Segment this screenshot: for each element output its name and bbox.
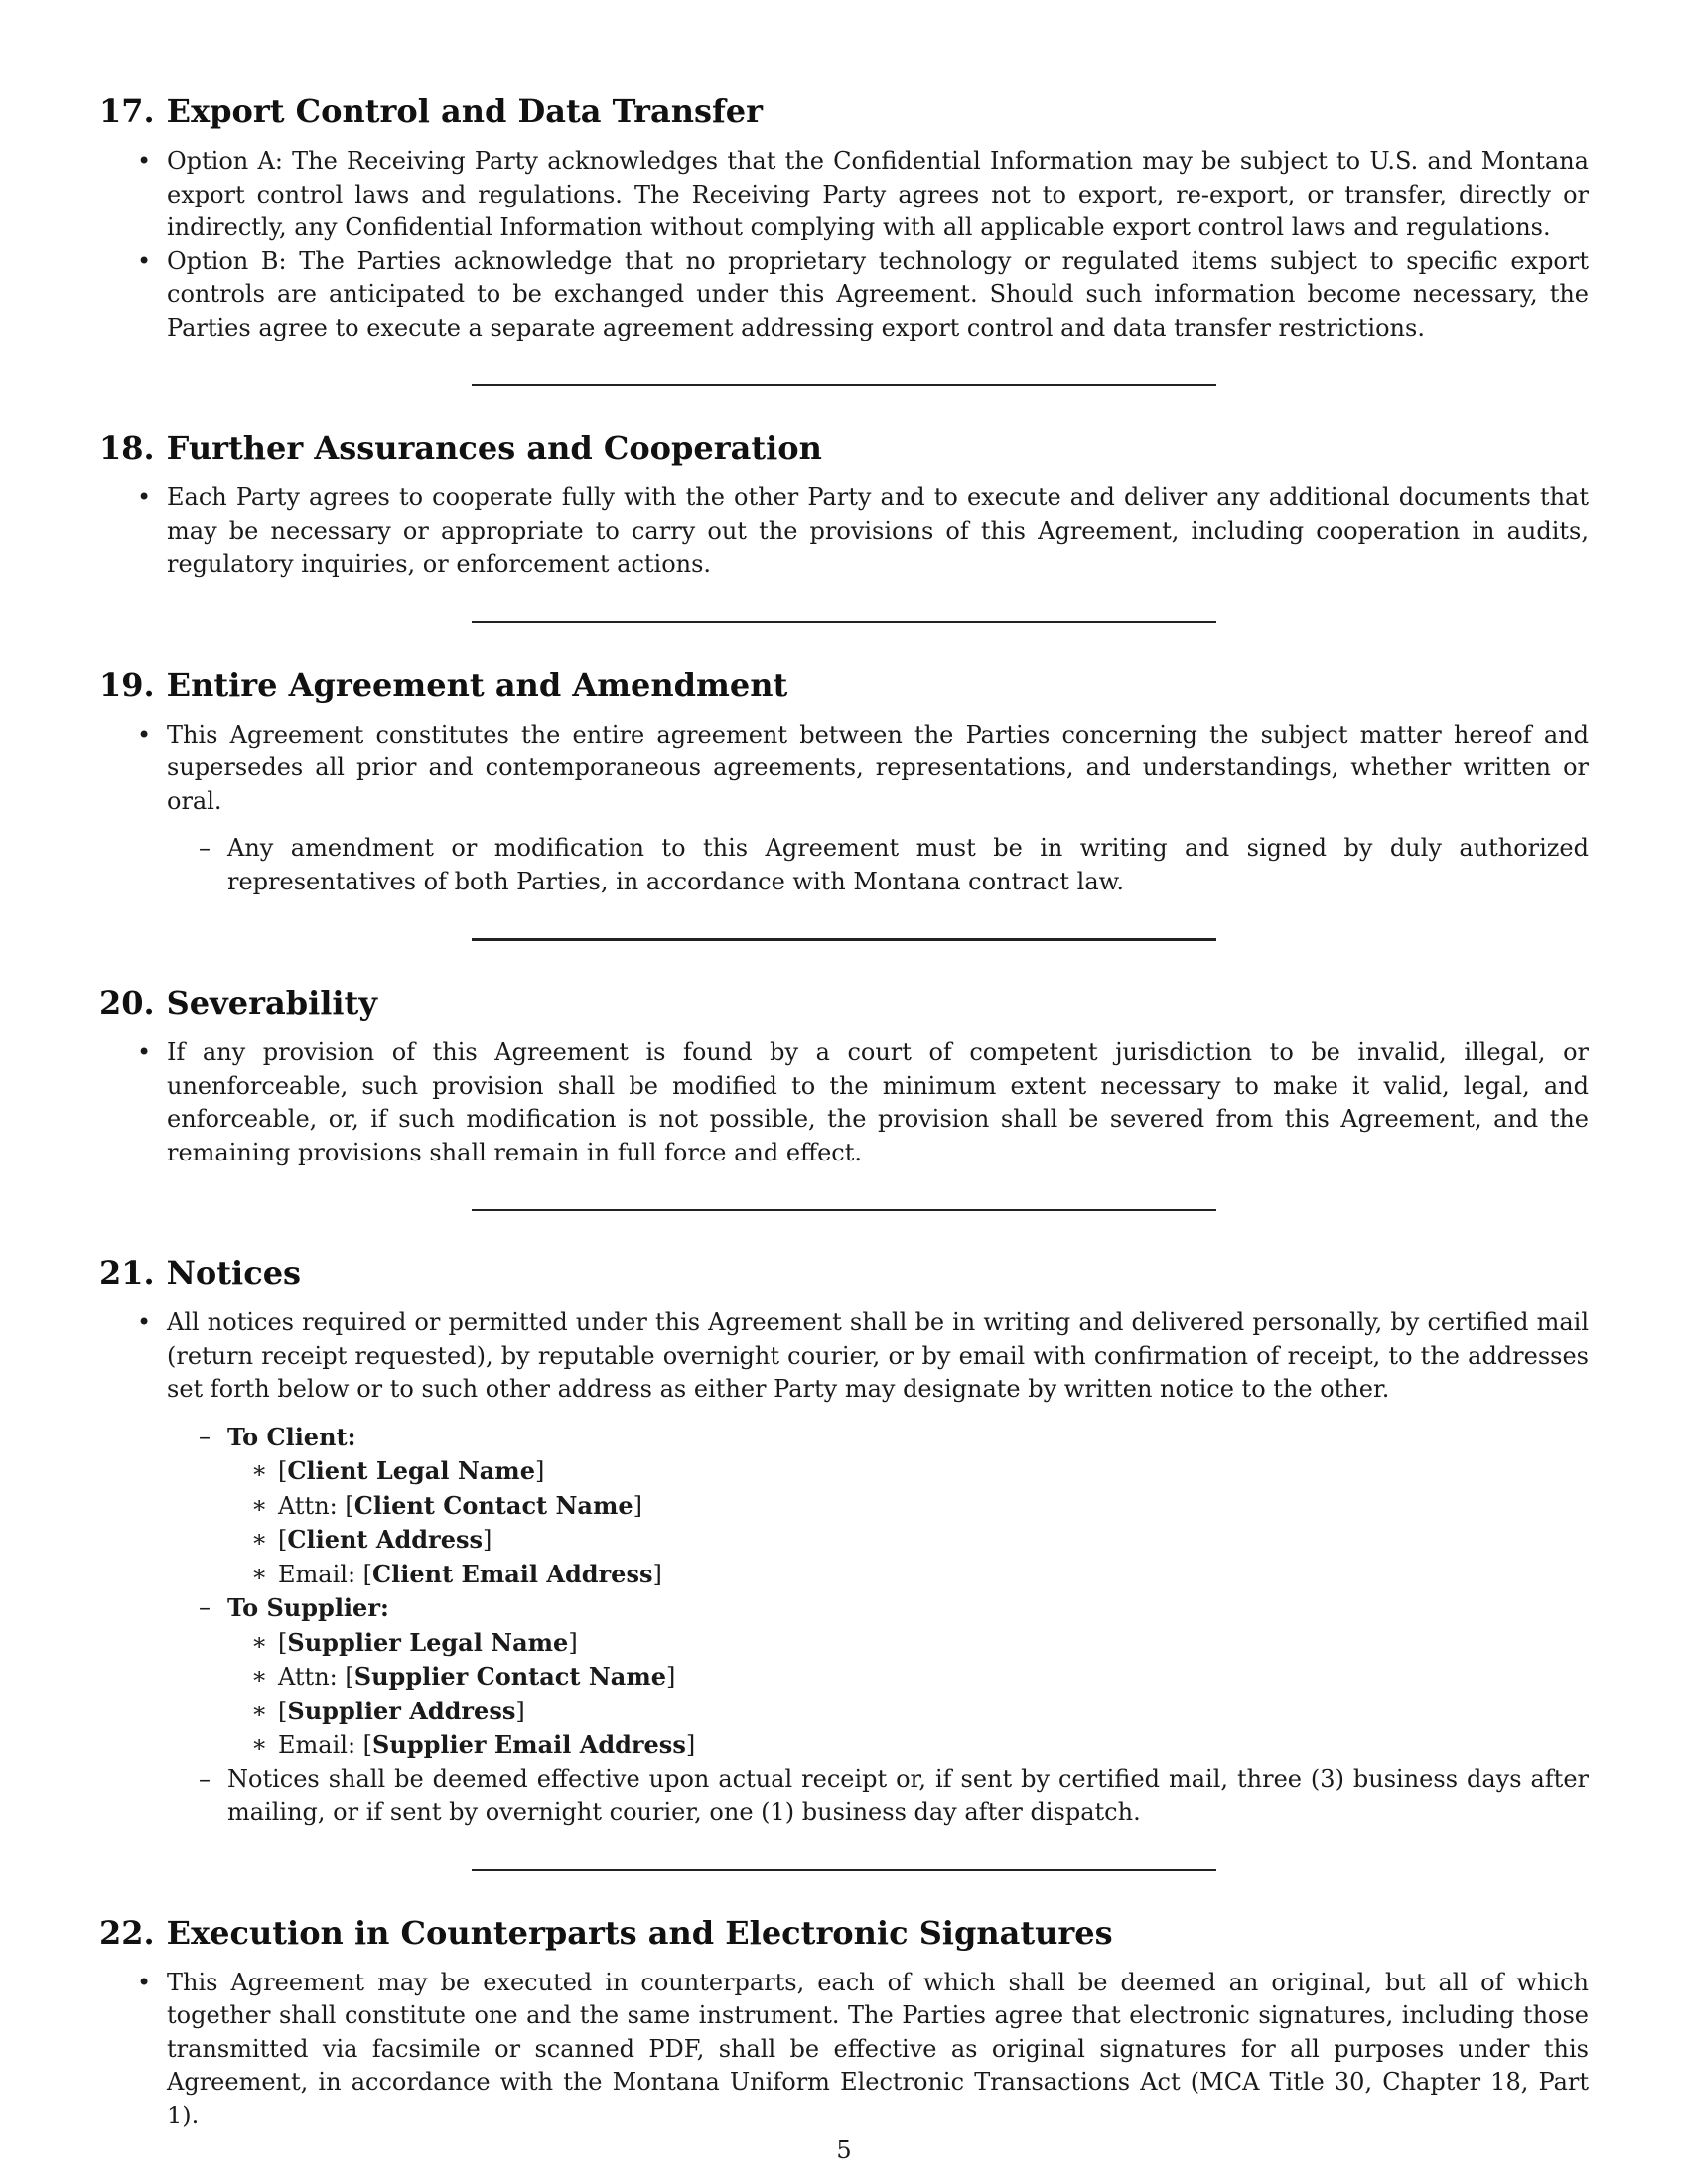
supplier-address: ∗ [Supplier Address] xyxy=(227,1695,1589,1729)
list-item: • Option A: The Receiving Party acknowledges that the Confidential Information may be subject to U.S. and Montana export control laws and regulations. The Receiving Party agrees not to export, re-export, or transfer, directly or indirectly, any Confidential Information without complying with all applicable export control laws and regulations. xyxy=(99,145,1589,245)
section-18-heading: 18. Further Assurances and Cooperation xyxy=(99,429,822,467)
list-item: • If any provision of this Agreement is found by a court of competent jurisdiction to be invalid, illegal, or unenforceable, such provision shall be modified to the minimum extent necessary to make it valid, legal, and enforceable, or, if such modification is not possible, the provision shall be severed from this Agreement, and the remaining provisions shall remain in full force and effect. xyxy=(99,1036,1589,1169)
notice-supplier xyxy=(167,1591,1589,1763)
section-divider xyxy=(472,938,1216,941)
section-21-list xyxy=(99,1306,1589,1830)
section-divider xyxy=(472,384,1216,386)
section-19-list xyxy=(99,719,1589,899)
sub-list-item: – Any amendment or modification to this Agreement must be in writing and signed by duly authorized representatives of both Parties, in accordance with Montana contract law. xyxy=(167,832,1589,898)
section-22-list xyxy=(99,1967,1589,2133)
section-21-heading: 21. Notices xyxy=(99,1254,302,1292)
section-22 xyxy=(99,1913,1589,2133)
list-item: • All notices required or permitted under this Agreement shall be in writing and delivered personally, by certified mail (return receipt requested), by reputable overnight courier, or by email with confirmation of receipt, to the addresses set forth below or to such other address as either Party may designate by written notice to the other. – To Client: ∗ [Client Legal Name] ∗ Attn: [Client Contact Name] ∗ [Client Address] ∗ Email: [Client Email Address] – To Supplier: ∗ [Supplier Legal Name] ∗ Attn: [Supplier Contact Name] ∗ [Supplier Address] ∗ Email: [Supplier Email Address] – Notices shall be deemed effective upon actual receipt or, if sent by certified mail, three (3) business days after mailing, or if sent by overnight courier, one (1) business day after dispatch. xyxy=(99,1306,1589,1830)
list-item: • Option B: The Parties acknowledge that no proprietary technology or regulated items subject to specific export controls are anticipated to be exchanged under this Agreement. Should such information become necessary, the Parties agree to execute a separate agreement addressing export control and data transfer restrictions. xyxy=(99,245,1589,345)
list-item: • This Agreement may be executed in counterparts, each of which shall be deemed an original, but all of which together shall constitute one and the same instrument. The Parties agree that electronic signatures, including those transmitted via facsimile or scanned PDF, shall be effective as original signatures for all purposes under this Agreement, in accordance with the Montana Uniform Electronic Transactions Act (MCA Title 30, Chapter 18, Part 1). xyxy=(99,1967,1589,2133)
client-heading: To Client: xyxy=(227,1422,356,1451)
section-18 xyxy=(99,428,1589,582)
section-20-list xyxy=(99,1036,1589,1169)
section-18-list xyxy=(99,481,1589,582)
client-attn: ∗ Attn: [Client Contact Name] xyxy=(227,1489,1589,1524)
section-17 xyxy=(99,91,1589,344)
notice-effective: – Notices shall be deemed effective upon actual receipt or, if sent by certified mail, three (3) business days after mailing, or if sent by overnight courier, one (1) business day after dispatch. xyxy=(167,1763,1589,1830)
section-19-heading: 19. Entire Agreement and Amendment xyxy=(99,665,788,704)
supplier-details xyxy=(227,1626,1589,1763)
supplier-email: ∗ Email: [Supplier Email Address] xyxy=(227,1728,1589,1763)
list-item: • This Agreement constitutes the entire agreement between the Parties concerning the subject matter hereof and supersedes all prior and contemporaneous agreements, representations, and understandings, whether written or oral. – Any amendment or modification to this Agreement must be in writing and signed by duly authorized representatives of both Parties, in accordance with Montana contract law. xyxy=(99,719,1589,899)
section-19-sublist xyxy=(167,832,1589,898)
page-number: 5 xyxy=(836,2136,852,2164)
client-email: ∗ Email: [Client Email Address] xyxy=(227,1558,1589,1592)
section-20 xyxy=(99,983,1589,1169)
section-20-heading: 20. Severability xyxy=(99,984,377,1022)
section-divider xyxy=(472,1209,1216,1211)
list-item: • Each Party agrees to cooperate fully with the other Party and to execute and deliver any additional documents that may be necessary or appropriate to carry out the provisions of this Agreement, including cooperation in audits, regulatory inquiries, or enforcement actions. xyxy=(99,481,1589,582)
section-17-list xyxy=(99,145,1589,344)
section-17-heading: 17. Export Control and Data Transfer xyxy=(99,92,763,130)
section-divider xyxy=(472,621,1216,623)
section-divider xyxy=(472,1869,1216,1871)
notice-client xyxy=(167,1421,1589,1592)
supplier-attn: ∗ Attn: [Supplier Contact Name] xyxy=(227,1660,1589,1695)
client-details xyxy=(227,1454,1589,1591)
section-21 xyxy=(99,1253,1589,1830)
supplier-heading: To Supplier: xyxy=(227,1593,389,1622)
client-legal-name: ∗ [Client Legal Name] xyxy=(227,1454,1589,1489)
supplier-legal-name: ∗ [Supplier Legal Name] xyxy=(227,1626,1589,1661)
client-address: ∗ [Client Address] xyxy=(227,1523,1589,1558)
section-22-heading: 22. Execution in Counterparts and Electronic Signatures xyxy=(99,1913,1113,1952)
notice-recipients xyxy=(167,1421,1589,1830)
section-19 xyxy=(99,665,1589,899)
